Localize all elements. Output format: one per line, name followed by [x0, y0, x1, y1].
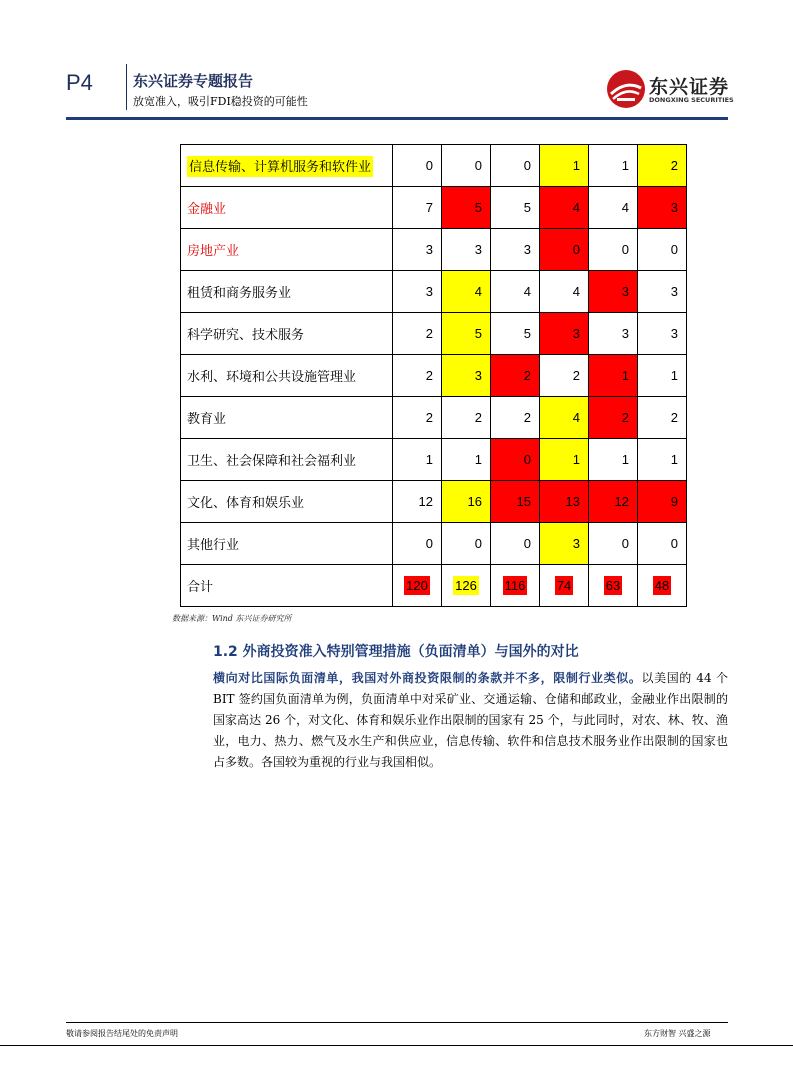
value-cell: 3 [442, 229, 491, 271]
industry-name: 其他行业 [187, 537, 240, 552]
industry-name: 教育业 [187, 411, 227, 426]
value-cell: 7 [393, 187, 442, 229]
value-cell: 2 [442, 397, 491, 439]
value-cell: 3 [638, 313, 687, 355]
value-cell: 9 [638, 481, 687, 523]
industry-name-cell [181, 523, 393, 565]
value-cell: 1 [540, 145, 589, 187]
value-cell: 1 [638, 439, 687, 481]
footer-slogan: 东方财智 兴盛之源 [644, 1029, 711, 1038]
footer-bottom-rule [0, 1045, 793, 1046]
data-source: 数据来源：Wind 东兴证券研究所 [172, 614, 292, 623]
body-paragraph [213, 668, 728, 773]
value-cell: 16 [442, 481, 491, 523]
section-title: 1.2 外商投资准入特别管理措施（负面清单）与国外的对比 [213, 644, 579, 660]
value-cell: 2 [393, 313, 442, 355]
value-cell: 4 [442, 271, 491, 313]
value-cell: 2 [393, 355, 442, 397]
value-cell: 1 [589, 145, 638, 187]
industry-name-cell [181, 397, 393, 439]
value-cell: 3 [638, 271, 687, 313]
industry-name: 信息传输、计算机服务和软件业 [187, 156, 373, 177]
value-cell: 0 [540, 229, 589, 271]
value-cell: 3 [540, 523, 589, 565]
company-logo [605, 68, 735, 112]
value-cell: 1 [638, 355, 687, 397]
value-cell: 0 [393, 145, 442, 187]
value-cell: 2 [393, 397, 442, 439]
value-cell: 0 [491, 439, 540, 481]
value-cell [393, 565, 442, 607]
value-cell: 12 [589, 481, 638, 523]
table-row [181, 187, 687, 229]
value-cell: 1 [393, 439, 442, 481]
logo-text: 东兴证券 [649, 76, 730, 98]
industry-name: 卫生、社会保障和社会福利业 [187, 453, 357, 468]
paragraph-body: 以美国的 44 个 BIT 签约国负面清单为例，负面清单中对采矿业、交通运输、仓储和邮政业，金融业作出限制的国家高达 26 个，对文化、体育和娱乐业作出限制的国家有 25 个，与此同时，对农、林、牧、渔业，电力、热力、燃气及水生产和供应业，信息传输、软件和信息技术服务业作出限制的国家也占多数。各国较为重视的行业与我国相似。 [213, 671, 728, 769]
value-cell: 3 [442, 355, 491, 397]
total-value: 116 [504, 578, 526, 593]
industry-name-cell [181, 145, 393, 187]
industry-name: 租赁和商务服务业 [187, 285, 292, 300]
logo-subtext: DONGXING SECURITIES [649, 96, 734, 104]
value-cell [540, 565, 589, 607]
industry-name-cell [181, 229, 393, 271]
table-row [181, 397, 687, 439]
value-cell: 4 [491, 271, 540, 313]
value-cell: 15 [491, 481, 540, 523]
value-cell: 1 [540, 439, 589, 481]
industry-name-cell [181, 313, 393, 355]
total-value: 63 [605, 578, 621, 593]
total-value: 48 [654, 578, 670, 593]
value-cell: 3 [638, 187, 687, 229]
industry-restriction-table [180, 144, 687, 607]
industry-name: 文化、体育和娱乐业 [187, 495, 305, 510]
total-value: 126 [455, 578, 477, 593]
value-cell: 2 [638, 397, 687, 439]
value-cell: 2 [589, 397, 638, 439]
value-cell: 3 [393, 271, 442, 313]
industry-name: 水利、环境和公共设施管理业 [187, 369, 357, 384]
paragraph-lead: 横向对比国际负面清单，我国对外商投资限制的条款并不多，限制行业类似。 [213, 671, 642, 685]
value-cell: 5 [442, 313, 491, 355]
value-cell: 3 [589, 271, 638, 313]
value-cell [442, 565, 491, 607]
industry-name-cell [181, 271, 393, 313]
table-row [181, 229, 687, 271]
table-row [181, 355, 687, 397]
value-cell: 1 [442, 439, 491, 481]
value-cell: 4 [589, 187, 638, 229]
value-cell: 0 [638, 229, 687, 271]
value-cell: 0 [638, 523, 687, 565]
header-divider [126, 64, 127, 110]
total-value: 74 [556, 578, 572, 593]
industry-name-cell [181, 355, 393, 397]
value-cell: 1 [589, 439, 638, 481]
value-cell: 0 [442, 523, 491, 565]
value-cell: 2 [491, 355, 540, 397]
table-row [181, 481, 687, 523]
value-cell: 13 [540, 481, 589, 523]
value-cell: 5 [491, 313, 540, 355]
value-cell: 1 [589, 355, 638, 397]
industry-name: 房地产业 [187, 243, 240, 258]
industry-name-cell [181, 565, 393, 607]
industry-name: 金融业 [187, 201, 227, 216]
value-cell: 3 [491, 229, 540, 271]
value-cell: 2 [638, 145, 687, 187]
value-cell: 2 [540, 355, 589, 397]
value-cell [589, 565, 638, 607]
page-number: P4 [66, 70, 93, 95]
value-cell: 3 [393, 229, 442, 271]
industry-name-cell [181, 481, 393, 523]
table-row [181, 313, 687, 355]
industry-name: 合计 [187, 579, 214, 594]
total-value: 120 [406, 578, 428, 593]
industry-name-cell [181, 187, 393, 229]
footer-disclaimer: 敬请参阅报告结尾处的免责声明 [66, 1029, 178, 1038]
table-row [181, 523, 687, 565]
value-cell: 4 [540, 187, 589, 229]
table-row [181, 439, 687, 481]
value-cell: 3 [540, 313, 589, 355]
value-cell: 4 [540, 271, 589, 313]
value-cell: 0 [589, 229, 638, 271]
industry-name: 科学研究、技术服务 [187, 327, 305, 342]
value-cell: 0 [589, 523, 638, 565]
table-row [181, 565, 687, 607]
value-cell: 3 [589, 313, 638, 355]
value-cell: 0 [442, 145, 491, 187]
value-cell [638, 565, 687, 607]
value-cell: 4 [540, 397, 589, 439]
value-cell: 0 [491, 145, 540, 187]
value-cell: 12 [393, 481, 442, 523]
header-rule [66, 117, 728, 120]
value-cell: 5 [491, 187, 540, 229]
report-title: 东兴证券专题报告 [133, 72, 254, 90]
page-header [0, 0, 793, 125]
table-row [181, 145, 687, 187]
footer-rule [66, 1022, 728, 1023]
table-row [181, 271, 687, 313]
report-subtitle: 放宽准入，吸引FDI稳投资的可能性 [133, 95, 308, 108]
value-cell: 5 [442, 187, 491, 229]
value-cell: 0 [491, 523, 540, 565]
logo-emblem-icon [605, 68, 647, 110]
value-cell: 0 [393, 523, 442, 565]
industry-name-cell [181, 439, 393, 481]
value-cell: 2 [491, 397, 540, 439]
value-cell [491, 565, 540, 607]
